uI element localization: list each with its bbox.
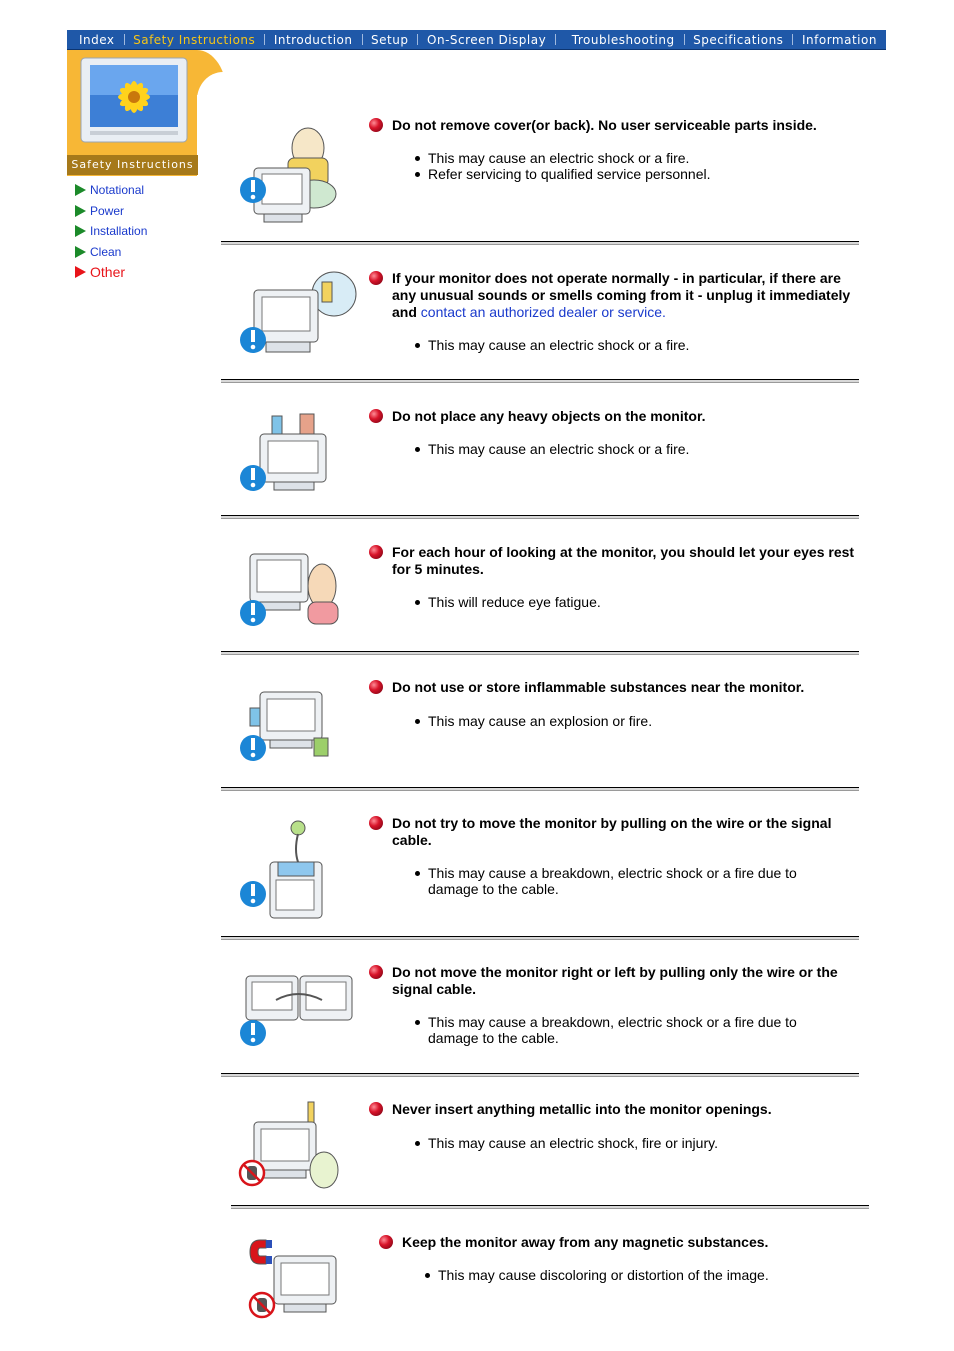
warning-illustration-pull-cable — [236, 816, 328, 922]
section-divider — [221, 787, 859, 791]
arrow-right-icon — [75, 225, 86, 237]
list-item: Refer servicing to qualified service personnel. — [428, 166, 852, 182]
section-divider — [221, 515, 859, 519]
section-heading-5: Do not use or store inflammable substances near the monitor. — [369, 679, 872, 696]
sidebar-nav — [75, 180, 147, 283]
warning-illustration-inflammable — [236, 686, 342, 764]
warning-exclamation-icon — [240, 327, 266, 353]
warning-exclamation-icon — [240, 735, 266, 761]
sidebar-title-bar — [67, 155, 198, 175]
sidebar-item-notational[interactable]: Notational — [75, 180, 147, 201]
red-bullet-icon — [369, 545, 383, 559]
warning-exclamation-icon — [240, 465, 266, 491]
section-divider — [231, 1205, 869, 1209]
section-list-4 — [412, 594, 852, 610]
red-bullet-icon — [369, 680, 383, 694]
nav-index[interactable]: Index — [79, 32, 115, 47]
section-divider — [221, 379, 859, 383]
warning-illustration-heavy-objects — [236, 410, 348, 494]
section-heading-2: If your monitor does not operate normally - in particular, if there are any unusual sounds or smells coming from it - unplug it immediately and contact an authorized dealer or service. — [369, 270, 862, 321]
section-list-5 — [412, 713, 852, 729]
top-nav-bar — [67, 30, 886, 50]
section-divider — [221, 936, 859, 940]
section-divider — [221, 1073, 859, 1077]
nav-information[interactable]: Information — [801, 32, 877, 47]
monitor-flower-image — [80, 57, 188, 143]
section-list-3 — [412, 441, 852, 457]
arrow-right-icon — [75, 246, 86, 258]
section-heading-9: Keep the monitor away from any magnetic substances. — [379, 1234, 882, 1251]
arrow-right-icon — [75, 205, 86, 217]
list-item: This may cause an explosion or fire. — [428, 713, 852, 729]
warning-illustration-unplug — [236, 266, 358, 358]
section-divider — [221, 241, 859, 245]
arrow-right-icon — [75, 266, 86, 278]
sidebar-item-clean[interactable]: Clean — [75, 242, 147, 263]
list-item: This will reduce eye fatigue. — [428, 594, 852, 610]
nav-safety-instructions[interactable]: Safety Instructions — [133, 32, 256, 47]
warning-illustration-cover — [236, 118, 340, 228]
sidebar-item-power[interactable]: Power — [75, 201, 147, 222]
list-item: This may cause an electric shock, fire or injury. — [428, 1135, 852, 1151]
warning-exclamation-icon — [240, 1020, 266, 1046]
section-list-7 — [412, 1014, 832, 1046]
section-list-2 — [412, 337, 852, 353]
section-list-9 — [422, 1267, 862, 1283]
list-item: This may cause an electric shock or a fire. — [428, 441, 852, 457]
nav-introduction[interactable]: Introduction — [273, 32, 353, 47]
warning-exclamation-icon — [240, 881, 266, 907]
contact-dealer-link[interactable]: contact an authorized dealer or service. — [420, 304, 666, 320]
section-heading-7: Do not move the monitor right or left by pulling only the wire or the signal cable. — [369, 964, 872, 998]
list-item: This may cause a breakdown, electric shock or a fire due to damage to the cable. — [428, 865, 832, 897]
section-divider — [221, 651, 859, 655]
list-item: This may cause an electric shock or a fire. — [428, 150, 852, 166]
no-hand-icon — [240, 1161, 264, 1185]
sidebar-item-installation[interactable]: Installation — [75, 221, 147, 242]
section-heading-3: Do not place any heavy objects on the monitor. — [369, 408, 872, 425]
section-heading-8: Never insert anything metallic into the monitor openings. — [369, 1101, 872, 1118]
warning-illustration-metallic — [236, 1100, 346, 1196]
nav-setup[interactable]: Setup — [371, 32, 409, 47]
red-bullet-icon — [369, 409, 383, 423]
list-item: This may cause discoloring or distortion of the image. — [438, 1267, 862, 1283]
section-heading-4: For each hour of looking at the monitor, you should let your eyes rest for 5 minutes. — [369, 544, 872, 578]
list-item: This may cause an electric shock or a fire. — [428, 337, 852, 353]
sidebar-item-other[interactable]: Other — [75, 262, 147, 283]
arrow-right-icon — [75, 184, 86, 196]
sidebar-title: Safety Instructions — [71, 158, 194, 171]
section-list-1 — [412, 150, 852, 182]
red-bullet-icon — [369, 816, 383, 830]
red-bullet-icon — [369, 271, 383, 285]
warning-illustration-move-by-cable — [236, 970, 358, 1050]
warning-exclamation-icon — [240, 600, 266, 626]
nav-specifications[interactable]: Specifications — [693, 32, 784, 47]
section-list-8 — [412, 1135, 852, 1151]
section-list-6 — [412, 865, 832, 897]
warning-illustration-magnetic — [246, 1234, 350, 1322]
section-heading-6: Do not try to move the monitor by pulling on the wire or the signal cable. — [369, 815, 872, 849]
warning-exclamation-icon — [240, 177, 266, 203]
red-bullet-icon — [369, 965, 383, 979]
red-bullet-icon — [379, 1235, 393, 1249]
red-bullet-icon — [369, 118, 383, 132]
nav-on-screen-display[interactable]: On-Screen Display — [427, 32, 547, 47]
nav-troubleshooting[interactable]: Troubleshooting — [571, 32, 675, 47]
no-hand-icon — [250, 1293, 274, 1317]
red-bullet-icon — [369, 1102, 383, 1116]
section-heading-1: Do not remove cover(or back). No user serviceable parts inside. — [369, 117, 872, 134]
list-item: This may cause a breakdown, electric shock or a fire due to damage to the cable. — [428, 1014, 832, 1046]
warning-illustration-eye-rest — [236, 550, 342, 628]
